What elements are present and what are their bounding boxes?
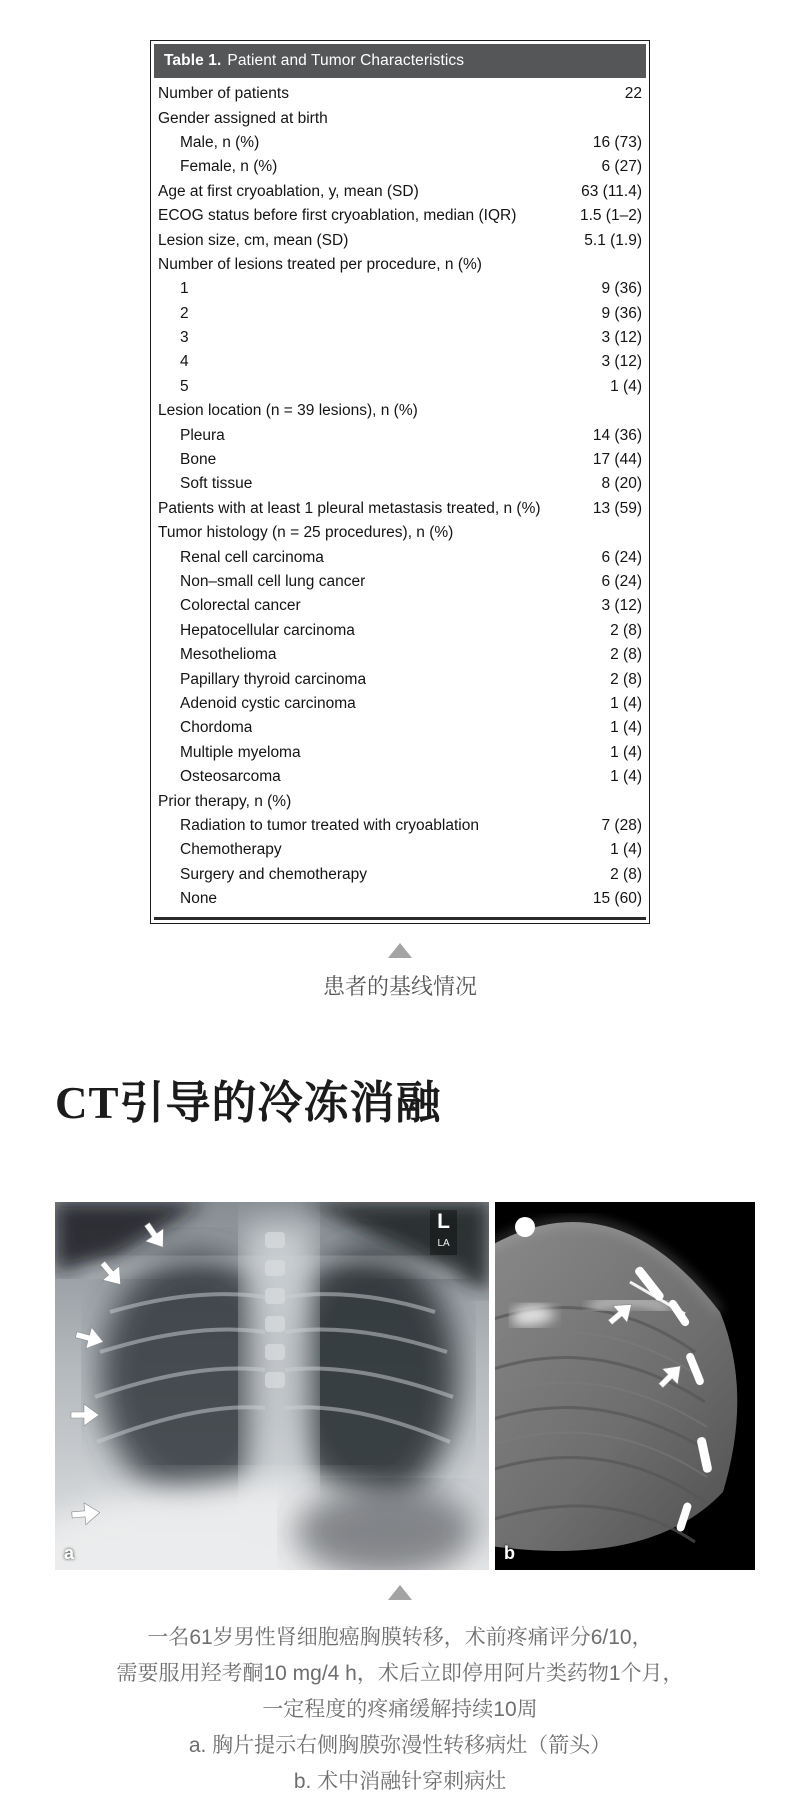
table-row xyxy=(158,838,642,862)
panel-b-label: b xyxy=(504,1543,515,1563)
row-value: 3 (12) xyxy=(601,353,642,371)
row-label: None xyxy=(180,890,218,908)
row-label: 3 xyxy=(180,329,189,347)
table-row xyxy=(158,643,642,667)
row-label: Male, n (%) xyxy=(180,133,260,151)
row-value: 1 (4) xyxy=(610,841,642,859)
row-label: Adenoid cystic carcinoma xyxy=(180,694,356,712)
table-row xyxy=(158,716,642,740)
figure-caption-line: b. 术中消融针穿刺病灶 xyxy=(293,1770,507,1793)
row-value: 16 (73) xyxy=(592,133,642,151)
ct-scan-art xyxy=(495,1202,755,1570)
row-label: Hepatocellular carcinoma xyxy=(180,621,355,639)
row-label: Tumor histology (n = 25 procedures), n (%) xyxy=(158,524,454,542)
row-label: Female, n (%) xyxy=(180,158,278,176)
row-value: 6 (24) xyxy=(601,548,642,566)
row-value: 5.1 (1.9) xyxy=(584,231,642,249)
row-label: Lesion location (n = 39 lesions), n (%) xyxy=(158,402,418,420)
table-row xyxy=(158,277,642,301)
caption-triangle-icon xyxy=(388,1585,412,1600)
row-value: 9 (36) xyxy=(601,280,642,298)
panel-a-label: a xyxy=(64,1543,75,1563)
table-row xyxy=(158,570,642,594)
chest-xray-art xyxy=(55,1202,489,1570)
table-row xyxy=(158,789,642,813)
table-row xyxy=(158,350,642,374)
row-label: Patients with at least 1 pleural metastasis treated, n (%) xyxy=(158,499,541,517)
row-label: Colorectal cancer xyxy=(180,597,301,615)
row-value: 22 xyxy=(624,85,642,103)
table-row xyxy=(158,155,642,179)
row-value: 1 (4) xyxy=(610,768,642,786)
table-row xyxy=(158,692,642,716)
patient-characteristics-table xyxy=(150,40,650,924)
figure-cryoablation xyxy=(55,1202,755,1570)
table-row xyxy=(158,180,642,204)
table-number: Table 1. xyxy=(164,52,222,69)
table-title: Patient and Tumor Characteristics xyxy=(227,52,465,69)
table-row xyxy=(158,253,642,277)
la-marker: LA xyxy=(437,1238,450,1249)
row-value: 13 (59) xyxy=(592,499,642,517)
table-title-bar xyxy=(154,44,646,78)
row-label: 1 xyxy=(180,280,189,298)
table-row xyxy=(158,594,642,618)
row-value: 6 (27) xyxy=(601,158,642,176)
table-row xyxy=(158,741,642,765)
row-label: 5 xyxy=(180,377,189,395)
table-row xyxy=(158,887,642,911)
row-label: Multiple myeloma xyxy=(180,743,301,761)
table-row xyxy=(158,545,642,569)
row-value: 15 (60) xyxy=(592,890,642,908)
table-row xyxy=(158,667,642,691)
table-row xyxy=(158,326,642,350)
table-row xyxy=(158,814,642,838)
row-label: 2 xyxy=(180,304,189,322)
row-value: 2 (8) xyxy=(610,646,642,664)
row-label: Osteosarcoma xyxy=(180,768,281,786)
row-label: Renal cell carcinoma xyxy=(180,548,324,566)
table-row xyxy=(158,448,642,472)
figure-caption-line: a. 胸片提示右侧胸膜弥漫性转移病灶（箭头） xyxy=(188,1734,612,1757)
section-heading: CT引导的冷冻消融 xyxy=(55,1078,442,1128)
row-label: Surgery and chemotherapy xyxy=(180,865,367,883)
table-row xyxy=(158,375,642,399)
chest-xray-image xyxy=(55,1202,489,1570)
row-label: Papillary thyroid carcinoma xyxy=(180,670,367,688)
row-value: 7 (28) xyxy=(601,816,642,834)
row-label: Chemotherapy xyxy=(180,841,282,859)
row-value: 2 (8) xyxy=(610,670,642,688)
row-label: 4 xyxy=(180,353,189,371)
row-value: 3 (12) xyxy=(601,329,642,347)
row-label: Age at first cryoablation, y, mean (SD) xyxy=(158,182,419,200)
ct-scan-image xyxy=(495,1202,755,1570)
row-label: Bone xyxy=(180,451,217,469)
row-label: ECOG status before first cryoablation, median (IQR) xyxy=(158,207,517,225)
table-row xyxy=(158,204,642,228)
table-row xyxy=(158,302,642,326)
row-label: Chordoma xyxy=(180,719,253,737)
table-body xyxy=(154,78,646,920)
row-value: 1 (4) xyxy=(610,377,642,395)
row-label: Number of lesions treated per procedure, n (%) xyxy=(158,255,482,273)
row-label: Radiation to tumor treated with cryoablation xyxy=(180,816,479,834)
figure-caption-line: 一定程度的疼痛缓解持续10周 xyxy=(262,1698,538,1721)
row-label: Non–small cell lung cancer xyxy=(180,573,366,590)
row-value: 17 (44) xyxy=(592,451,642,469)
row-value: 14 (36) xyxy=(592,426,642,444)
row-label: Gender assigned at birth xyxy=(158,109,328,127)
table-row xyxy=(158,228,642,252)
table-row xyxy=(158,497,642,521)
row-value: 1.5 (1–2) xyxy=(579,207,642,225)
figure-caption xyxy=(0,1620,800,1800)
table-caption: 患者的基线情况 xyxy=(322,974,477,999)
row-label: Pleura xyxy=(180,426,225,444)
row-value: 1 (4) xyxy=(610,719,642,737)
table-row xyxy=(158,82,642,106)
row-value: 2 (8) xyxy=(610,621,642,639)
table-row xyxy=(158,472,642,496)
figure-caption-line: 一名61岁男性肾细胞癌胸膜转移，术前疼痛评分6/10， xyxy=(147,1626,653,1649)
row-value: 8 (20) xyxy=(601,475,642,493)
row-value: 1 (4) xyxy=(610,743,642,761)
row-label: Soft tissue xyxy=(180,475,253,493)
table-row xyxy=(158,131,642,155)
table-row xyxy=(158,521,642,545)
table-row xyxy=(158,423,642,447)
row-label: Mesothelioma xyxy=(180,646,277,664)
row-value: 63 (11.4) xyxy=(581,182,642,200)
table-row xyxy=(158,619,642,643)
caption-triangle-icon xyxy=(388,943,412,958)
figure-caption-line: 需要服用羟考酮10 mg/4 h，术后立即停用阿片类药物1个月， xyxy=(116,1662,684,1685)
row-value: 3 (12) xyxy=(601,597,642,615)
row-label: Number of patients xyxy=(158,85,289,103)
row-value: 9 (36) xyxy=(601,304,642,322)
table-row xyxy=(158,399,642,423)
table-row xyxy=(158,863,642,887)
table-row xyxy=(158,765,642,789)
row-value: 6 (24) xyxy=(601,573,642,590)
row-label: Lesion size, cm, mean (SD) xyxy=(158,231,349,249)
row-value: 1 (4) xyxy=(610,694,642,712)
left-orientation-marker: L LA xyxy=(430,1210,457,1255)
row-label: Prior therapy, n (%) xyxy=(158,792,292,810)
row-value: 2 (8) xyxy=(610,865,642,883)
table-row xyxy=(158,106,642,130)
